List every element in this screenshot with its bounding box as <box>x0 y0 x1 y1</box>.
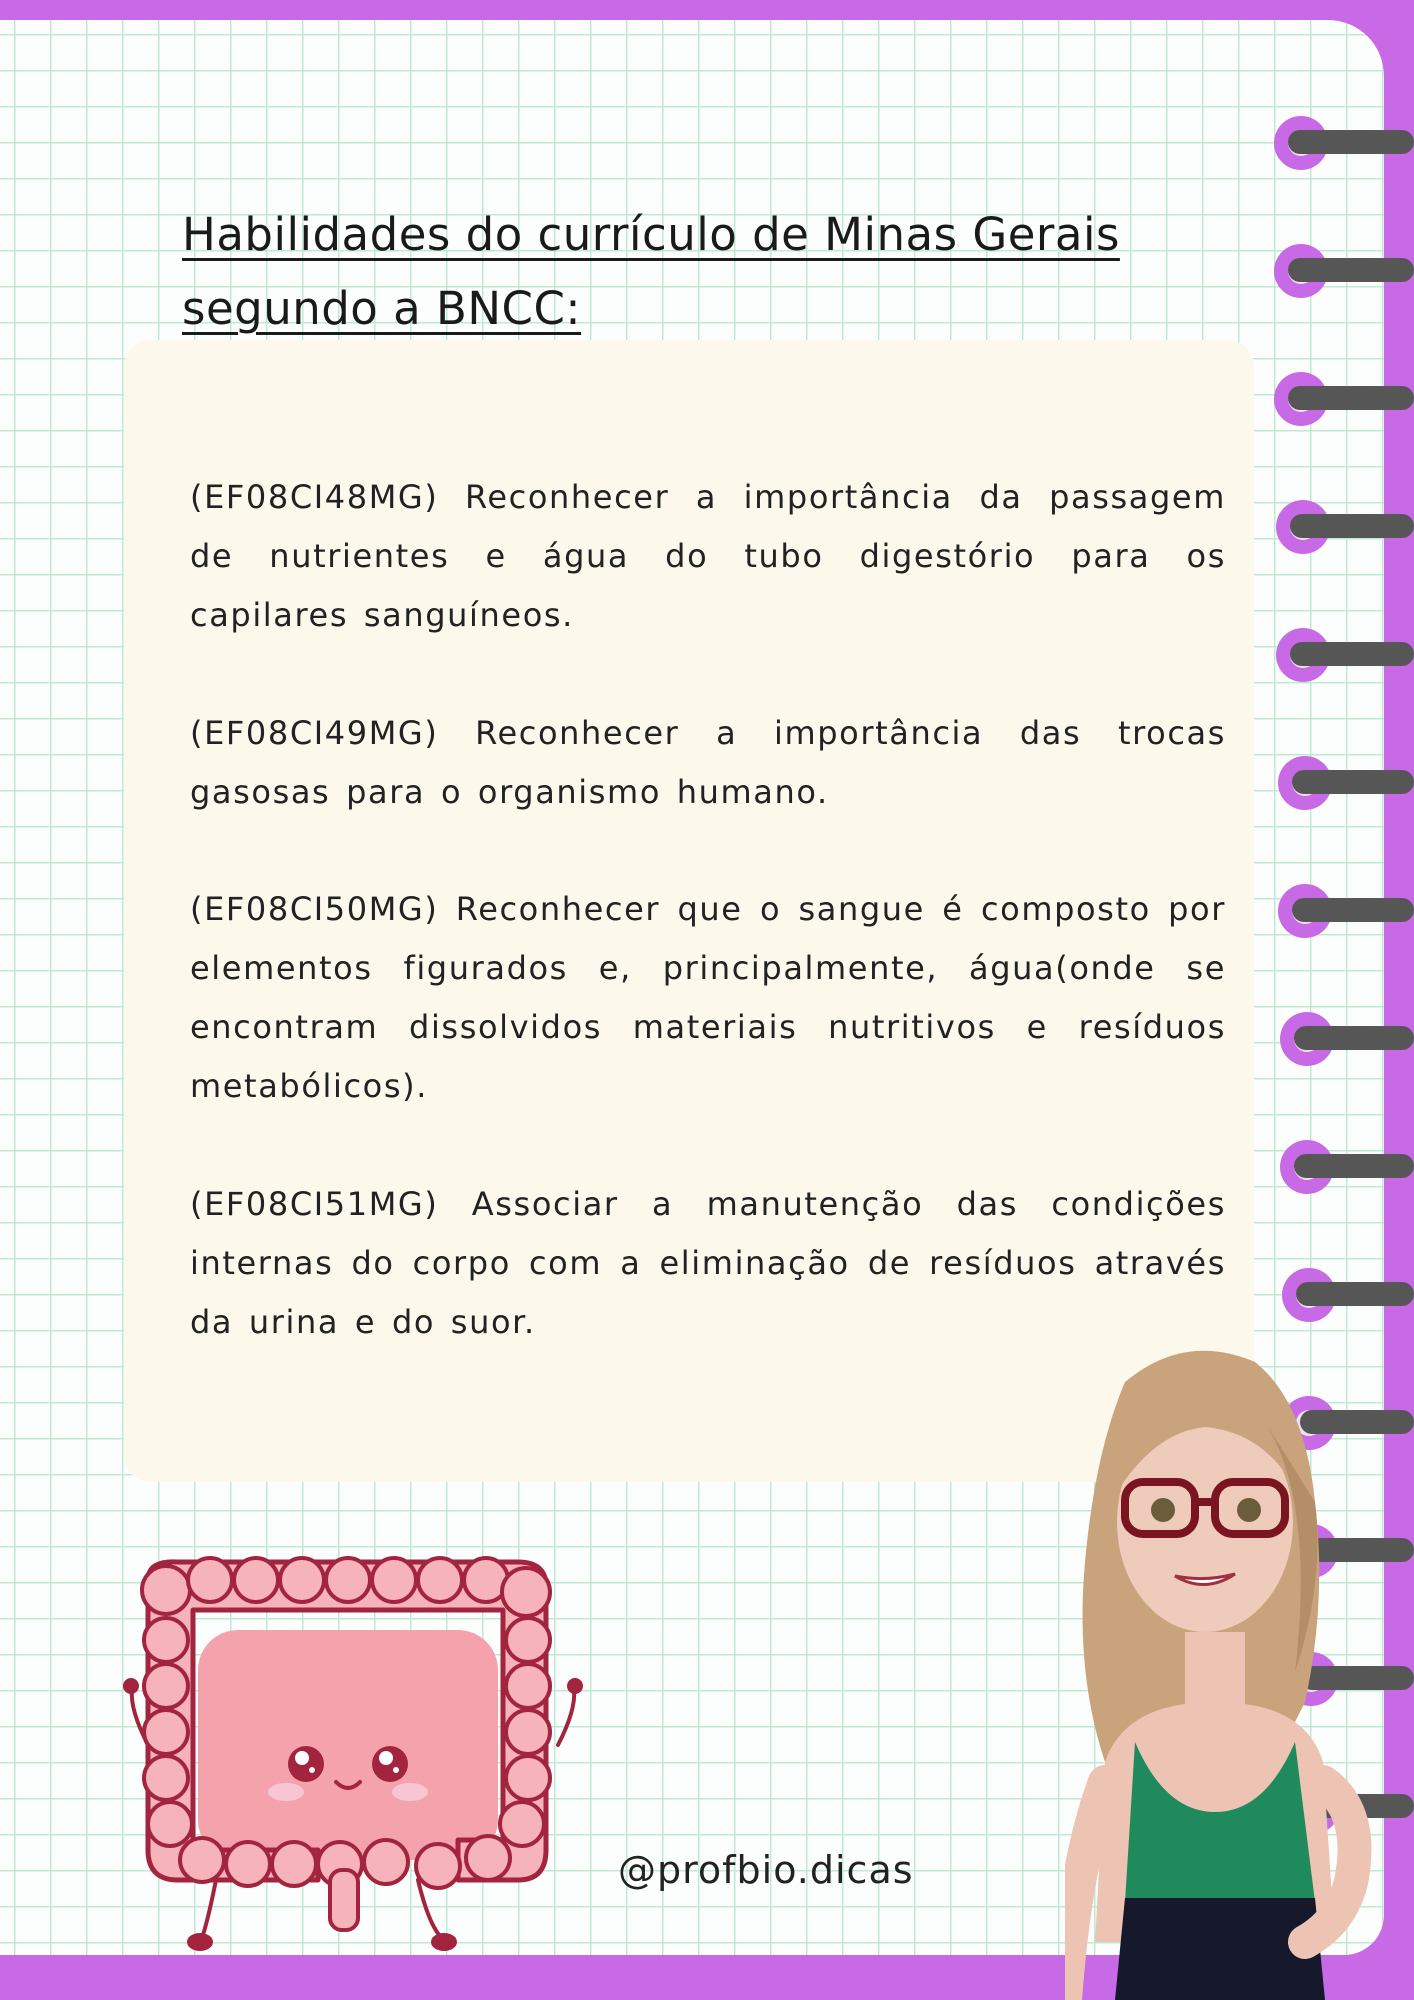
teacher-avatar-icon <box>1065 1342 1414 2000</box>
skill-item-51 <box>190 1175 1226 1352</box>
spiral-bar <box>1292 898 1414 922</box>
skill-code: (EF08CI50MG) <box>190 890 439 928</box>
spiral-bar <box>1288 258 1414 282</box>
skill-text: Reconhecer a importância da passagem de nutrientes e água do tubo digestório para os capilares sanguíneos. <box>190 478 1226 634</box>
spiral-bar <box>1288 386 1414 410</box>
spiral-bar <box>1294 1154 1414 1178</box>
spiral-bar <box>1290 514 1414 538</box>
skill-code: (EF08CI51MG) <box>190 1185 439 1223</box>
author-handle: @profbio.dicas <box>618 1848 914 1892</box>
page-title <box>182 198 1182 346</box>
skill-item-50 <box>190 880 1226 1116</box>
spiral-bar <box>1292 770 1414 794</box>
spiral-bar <box>1288 130 1414 154</box>
skill-code: (EF08CI49MG) <box>190 714 439 752</box>
skill-text: Reconhecer que o sangue é composto por elementos figurados e, principalmente, água(onde se encontram dissolvidos materiais nutritivos e resíduos metabólicos). <box>190 890 1226 1105</box>
skill-text: Reconhecer a importância das trocas gasosas para o organismo humano. <box>190 714 1226 811</box>
skill-item-48 <box>190 468 1226 645</box>
skill-item-49 <box>190 704 1226 822</box>
skill-code: (EF08CI48MG) <box>190 478 439 516</box>
spiral-bar <box>1294 1026 1414 1050</box>
intestine-mascot-icon <box>118 1550 598 1960</box>
spiral-bar <box>1296 1282 1414 1306</box>
spiral-bar <box>1290 642 1414 666</box>
skill-text: Associar a manutenção das condições internas do corpo com a eliminação de resíduos através da urina e do suor. <box>190 1185 1226 1341</box>
title-line-1: Habilidades do currículo de Minas Gerais <box>182 208 1120 261</box>
title-line-2: segundo a BNCC: <box>182 282 582 335</box>
